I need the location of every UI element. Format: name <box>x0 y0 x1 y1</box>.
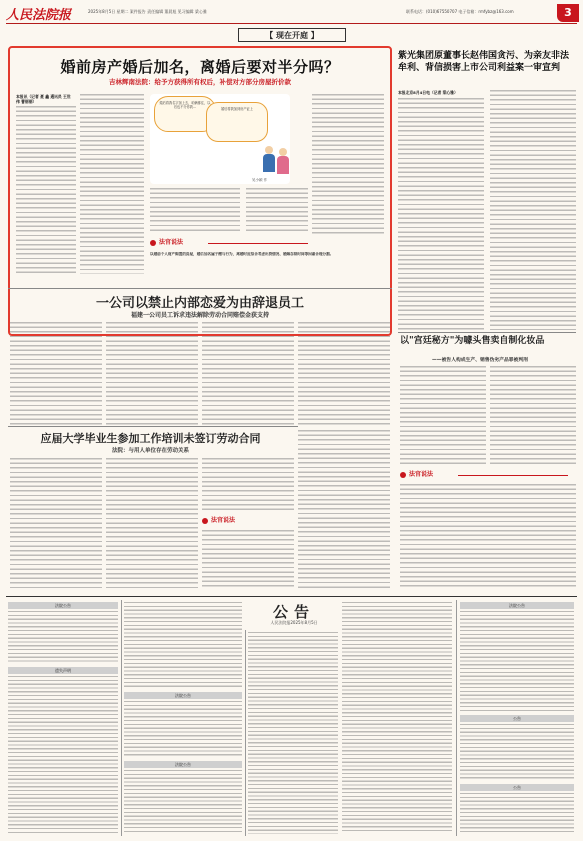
right-top-byline: 本报北京8月4日电（记者 梁心雅） <box>398 90 458 95</box>
article2-subheadline: 福建一公司员工诉求违法解除劳动合同赔偿金获支持 <box>130 312 269 319</box>
ad-body <box>460 793 574 835</box>
ad-header: 公告 <box>460 784 574 791</box>
section-tag: 【 现在开庭 】 <box>238 28 346 42</box>
ad-body <box>8 676 118 834</box>
judge-label: 法官说法 <box>159 239 184 246</box>
feature-body-col1 <box>16 106 76 274</box>
article2-body-col1 <box>10 322 102 426</box>
divider <box>8 426 298 427</box>
article3-judge-heading <box>202 516 294 526</box>
article3-body-col1 <box>10 458 102 590</box>
right-top-body-col2 <box>490 90 576 330</box>
issue-info: 2025年8月5日 星期二 案件报告 责任编辑 董晨旭 见习编辑 梁心雅 <box>88 9 207 14</box>
ad-body <box>8 611 118 663</box>
ad-header: 法院公告 <box>124 761 242 768</box>
ad-header: 法院公告 <box>124 692 242 699</box>
ad-body <box>460 611 574 711</box>
feature-body-col5 <box>312 94 384 234</box>
cartoon-speech-bubble: 婚后将我名字加上去，咱俩都住，以后也不分你我… <box>154 96 216 132</box>
page-number: 3 <box>557 4 579 22</box>
feature-judge-quote: 以婚前个人财产购置的房屋，婚后加名属于赠与行为，离婚时应综合考虑出资情况、婚姻存续时间等因素合理分割。 <box>150 252 334 256</box>
judge-bullet-icon <box>202 518 208 524</box>
divider <box>8 288 392 289</box>
column-divider <box>456 600 457 836</box>
ad-body <box>124 701 242 757</box>
ad-body <box>124 602 242 688</box>
article2-judge-heading <box>400 470 570 480</box>
divider <box>398 332 576 333</box>
judge-label: 法官说法 <box>409 471 434 478</box>
feature-headline: 婚前房产婚后加名，离婚后要对半分吗？ <box>60 58 340 76</box>
ad-body <box>460 724 574 780</box>
column-divider <box>245 630 246 836</box>
column-divider <box>121 600 122 836</box>
ad-header: 法院公告 <box>460 602 574 609</box>
feature-subheadline: 吉林辉南法院：给予方获得所有权后，补偿对方部分房屋折价款 <box>109 78 291 86</box>
article4-body-col2 <box>490 366 576 466</box>
article2-body-col3 <box>202 322 294 426</box>
article3-headline: 应届大学毕业生参加工作培训未签订劳动合同 <box>40 432 261 445</box>
judge-label: 法官说法 <box>211 517 236 524</box>
article3-body-col3 <box>202 458 294 512</box>
article2-headline: 一公司以禁止内部恋爱为由辞退员工 <box>95 296 304 311</box>
feature-body-col2 <box>80 94 144 274</box>
article4-subheadline: ——被告人构成生产、销售伪劣产品罪被判刑 <box>432 358 528 363</box>
article3-judge-body <box>202 530 294 590</box>
man-figure-icon <box>262 146 276 176</box>
contact-info: 联系电话：(010)67550707 电子信箱：rmfybz@163.com <box>406 9 514 14</box>
article4-headline: 以"宫廷秘方"为噱头售卖自制化妆品 <box>400 336 545 346</box>
article4-judge-body <box>400 484 576 590</box>
newspaper-logo: 人民法院报 <box>6 8 72 23</box>
article4-body-col1 <box>400 366 486 466</box>
woman-figure-icon <box>276 148 290 178</box>
right-top-body-col1 <box>398 98 484 330</box>
notices-title: 公告 <box>272 603 315 621</box>
ad-header: 法院公告 <box>8 602 118 609</box>
judge-bullet-icon <box>400 472 406 478</box>
notices-subtitle: 人民法院报2025年8月5日 <box>270 620 318 625</box>
feature-byline: 本报讯（记者 聂 鑫 通讯员 王世伟 曹丽丽） <box>16 94 71 104</box>
ad-body <box>342 602 452 834</box>
article3-body-col4 <box>298 430 390 590</box>
article3-body-col2 <box>106 458 198 590</box>
ad-body <box>124 770 242 834</box>
article2-body-col2 <box>106 322 198 426</box>
cartoon-credit: 吴小颖 作 <box>252 178 268 182</box>
ad-header: 公告 <box>460 715 574 722</box>
feature-judge-heading <box>150 238 310 248</box>
cartoon-caption-bubble: 婚后将我加到房产证上 <box>206 102 268 142</box>
article3-subheadline: 法院：与用人单位存在劳动关系 <box>111 448 189 454</box>
article2-body-col4 <box>298 322 390 426</box>
masthead <box>6 4 577 24</box>
right-top-headline: 紫光集团原董事长赵伟国贪污、为亲友非法牟利、背信损害上市公司利益案一审宣判 <box>398 51 570 73</box>
section-label: 现在开庭 <box>276 30 308 40</box>
judge-bullet-icon <box>150 240 156 246</box>
feature-body-col3 <box>150 188 240 234</box>
feature-body-col4 <box>246 188 308 234</box>
ad-body <box>248 632 338 834</box>
ad-header: 遗失声明 <box>8 667 118 674</box>
